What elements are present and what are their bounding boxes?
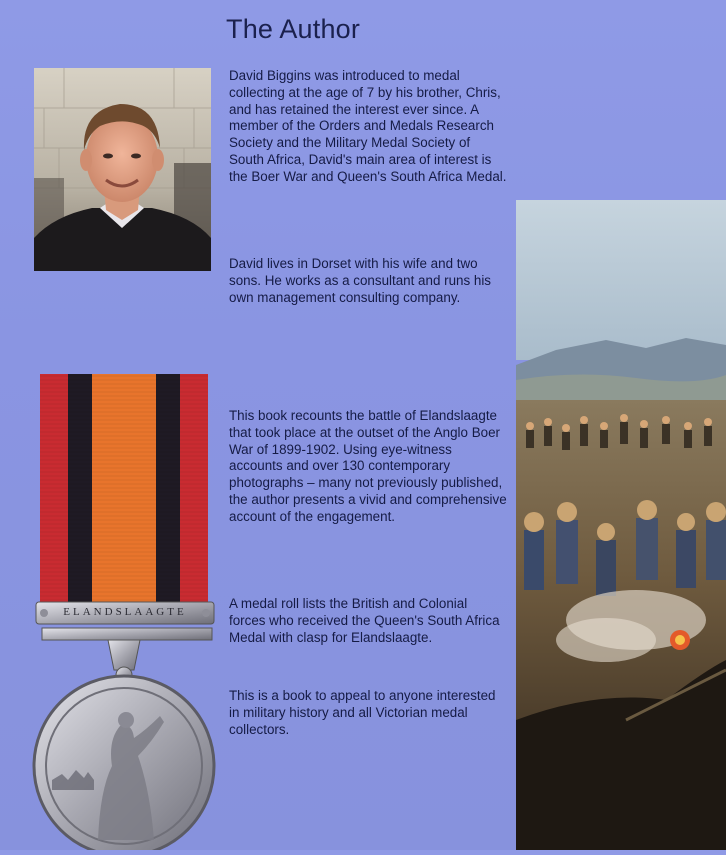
author-photo — [34, 68, 211, 271]
book-summary-paragraph: This book recounts the battle of Elandslaagte that took place at the outset of the Anglo Boer War of 1899-1902. Using eye-witness accounts and over 130 contemporary photographs – many not previously published, the author presents a vivid and comprehensive account of the engagement. — [229, 408, 507, 524]
appeal-paragraph: This is a book to appeal to anyone interested in military history and all Victorian medal collectors. — [229, 688, 496, 737]
author-bio-paragraph: David Biggins was introduced to medal collecting at the age of 7 by his brother, Chris, and has retained the interest ever since. A member of the Orders and Medals Research Society and the Military Medal Society of South Africa, David's main area of interest is the Boer War and Queen's South Africa Medal. — [229, 68, 507, 184]
battle-painting-icon — [516, 200, 726, 850]
clasp-text: ELANDSLAAGTE — [63, 606, 187, 618]
page-title: The Author — [226, 14, 361, 44]
medal-image — [28, 370, 228, 850]
battle-painting — [516, 200, 726, 850]
author-family-paragraph: David lives in Dorset with his wife and two sons. He works as a consultant and runs his own management consulting company. — [229, 256, 491, 305]
medal-roll-paragraph: A medal roll lists the British and Colonial forces who received the Queen's South Africa Medal with clasp for Elandslaagte. — [229, 596, 500, 645]
author-portrait-icon — [34, 68, 211, 271]
